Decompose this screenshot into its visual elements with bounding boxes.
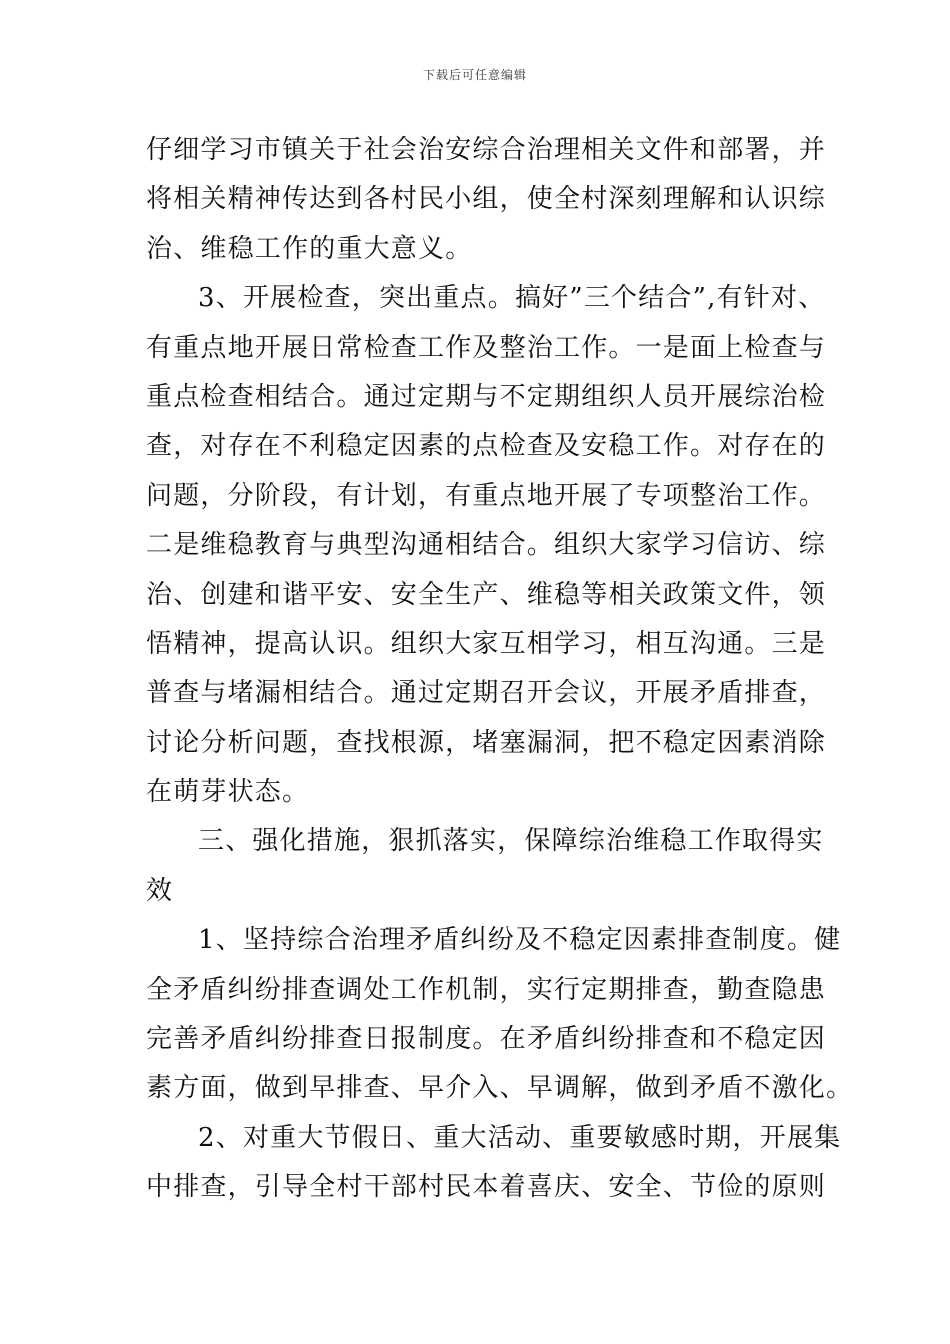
body-text xyxy=(146,126,854,1213)
text-line: 治、维稳工作的重大意义。 xyxy=(146,233,473,264)
text-line: 完善矛盾纠纷排查日报制度。在矛盾纠纷排查和不稳定因 xyxy=(146,1024,827,1055)
header-note: 下载后可任意编辑 xyxy=(422,68,527,82)
section-heading-line: 三、强化措施，狠抓落实，保障综治维稳工作取得实 xyxy=(198,826,824,857)
text-line: 有重点地开展日常检查工作及整治工作。一是面上检查与 xyxy=(146,332,827,363)
text-line: 仔细学习市镇关于社会治安综合治理相关文件和部署，并 xyxy=(146,135,827,165)
paragraph-start-line: 3、开展检查，突出重点。搞好”三个结合”,有针对、 xyxy=(198,283,826,314)
text-line: 全矛盾纠纷排查调处工作机制，实行定期排查，勤查隐患 xyxy=(146,974,827,1005)
text-line: 重点检查相结合。通过定期与不定期组织人员开展综治检 xyxy=(146,381,827,412)
text-line: 将相关精神传达到各村民小组，使全村深刻理解和认识综 xyxy=(146,184,827,215)
section-heading-line: 效 xyxy=(146,875,174,906)
text-line: 在萌芽状态。 xyxy=(146,777,310,808)
paragraph-start-line: 1、坚持综合治理矛盾纠纷及不稳定因素排查制度。健 xyxy=(198,925,842,956)
paragraph-start-line: 2、对重大节假日、重大活动、重要敏感时期，开展集 xyxy=(198,1122,842,1153)
text-line: 素方面，做到早排查、早介入、早调解，做到矛盾不激化。 xyxy=(146,1073,854,1104)
text-line: 二是维稳教育与典型沟通相结合。组织大家学习信访、综 xyxy=(146,530,827,561)
text-line: 问题，分阶段，有计划，有重点地开展了专项整治工作。 xyxy=(146,480,827,511)
text-line: 中排查，引导全村干部村民本着喜庆、安全、节俭的原则 xyxy=(146,1172,827,1203)
text-line: 讨论分析问题，查找根源，堵塞漏洞，把不稳定因素消除 xyxy=(146,727,827,758)
text-line: 查，对存在不利稳定因素的点检查及安稳工作。对存在的 xyxy=(146,431,827,462)
text-line: 普查与堵漏相结合。通过定期召开会议，开展矛盾排查， xyxy=(146,678,827,709)
text-line: 治、创建和谐平安、安全生产、维稳等相关政策文件，领 xyxy=(146,579,827,610)
text-line: 悟精神，提高认识。组织大家互相学习，相互沟通。三是 xyxy=(146,628,827,659)
